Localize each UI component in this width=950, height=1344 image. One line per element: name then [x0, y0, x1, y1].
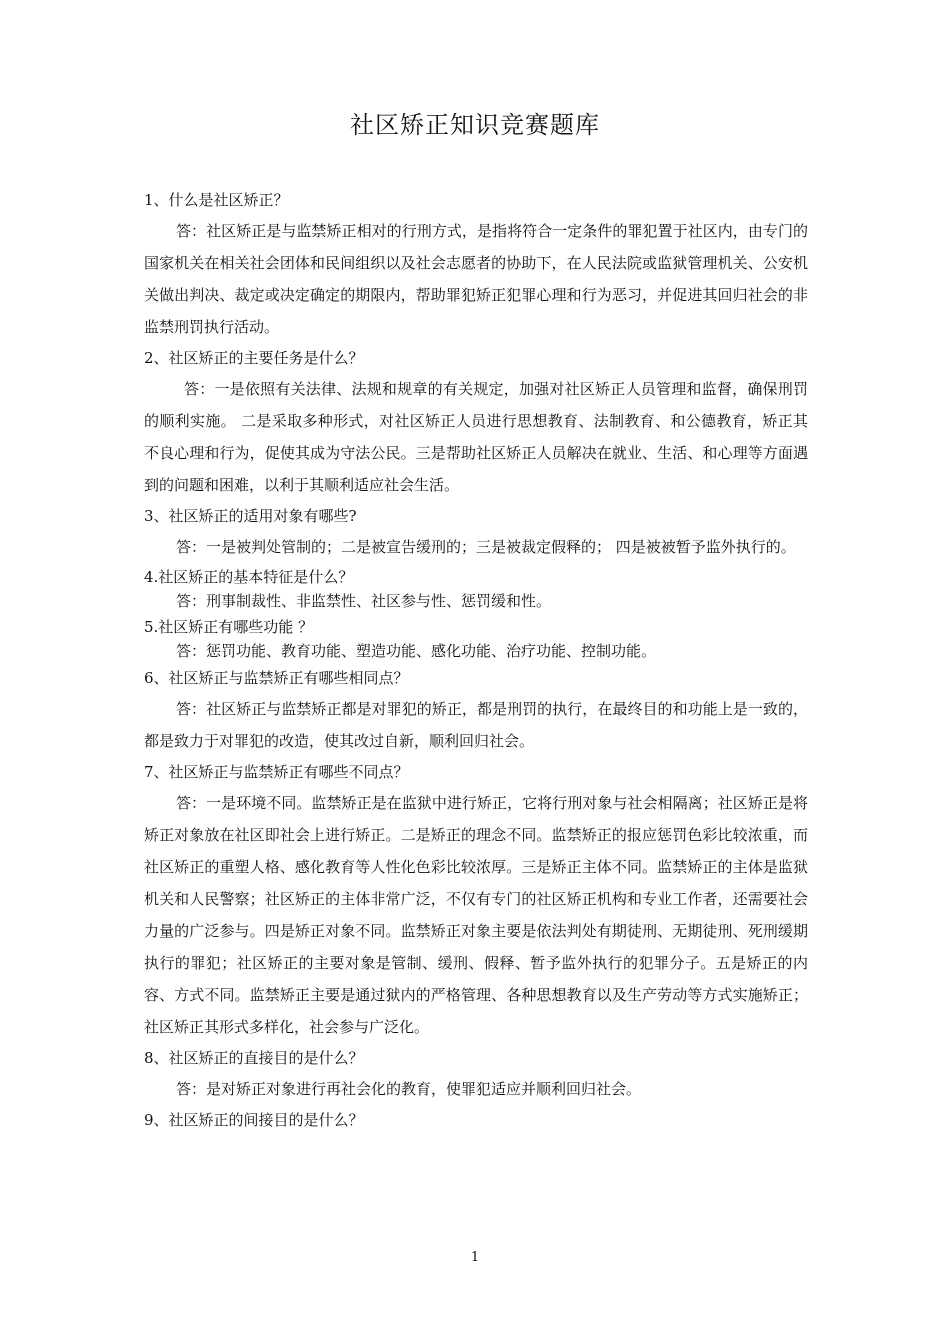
question-6: 6、社区矫正与监禁矫正有哪些相同点？ — [144, 669, 409, 687]
answer-6: 答：社区矫正与监禁矫正都是对罪犯的矫正，都是刑罚的执行，在最终目的和功能上是一致的，都是致力于对罪犯的改造，使其改过自新，顺利回归社会。 — [144, 700, 808, 750]
answer-4: 答：刑事制裁性、非监禁性、社区参与性、惩罚缓和性。 — [176, 592, 552, 610]
answer-3: 答：一是被判处管制的；二是被宣告缓刑的；三是被裁定假释的； 四是被被暂予监外执行的。 — [176, 538, 796, 556]
answer-8: 答：是对矫正对象进行再社会化的教育，使罪犯适应并顺利回归社会。 — [176, 1080, 642, 1098]
answer-1: 答：社区矫正是与监禁矫正相对的行刑方式，是指将符合一定条件的罪犯置于社区内，由专门的国家机关在相关社会团体和民间组织以及社会志愿者的协助下，在人民法院或监狱管理机关、公安机关做出判决、裁定或决定确定的期限内，帮助罪犯矫正犯罪心理和行为恶习，并促进其回归社会的非监禁刑罚执行活动。 — [144, 222, 808, 336]
question-7: 7、社区矫正与监禁矫正有哪些不同点？ — [144, 763, 409, 781]
answer-5: 答：惩罚功能、教育功能、塑造功能、感化功能、治疗功能、控制功能。 — [176, 642, 657, 660]
answer-7: 答：一是环境不同。监禁矫正是在监狱中进行矫正，它将行刑对象与社会相隔离；社区矫正是将矫正对象放在社区即社会上进行矫正。二是矫正的理念不同。监禁矫正的报应惩罚色彩比较浓重，而社区矫正的重塑人格、感化教育等人性化色彩比较浓厚。三是矫正主体不同。监禁矫正的主体是监狱机关和人民警察；社区矫正的主体非常广泛，不仅有专门的社区矫正机构和专业工作者，还需要社会力量的广泛参与。四是矫正对象不同。监禁矫正对象主要是依法判处有期徒刑、无期徒刑、死刑缓期执行的罪犯；社区矫正的主要对象是管制、缓刑、假释、暂予监外执行的犯罪分子。五是矫正的内容、方式不同。监禁矫正主要是通过狱内的严格管理、各种思想教育以及生产劳动等方式实施矫正；社区矫正其形式多样化，社会参与广泛化。 — [144, 794, 808, 1036]
question-2: 2、社区矫正的主要任务是什么？ — [144, 349, 364, 367]
question-9: 9、社区矫正的间接目的是什么？ — [144, 1111, 364, 1129]
document-body — [144, 185, 808, 1135]
question-1: 1、什么是社区矫正？ — [144, 191, 289, 209]
page-number: 1 — [470, 1250, 480, 1265]
question-3: 3、社区矫正的适用对象有哪些? — [144, 507, 357, 525]
question-4: 4.社区矫正的基本特征是什么？ — [144, 568, 354, 586]
question-5: 5.社区矫正有哪些功能 ？ — [144, 618, 314, 636]
answer-2: 答：一是依照有关法律、法规和规章的有关规定，加强对社区矫正人员管理和监督，确保刑罚的顺利实施。 二是采取多种形式，对社区矫正人员进行思想教育、法制教育、和公德教育，矫正其不良心理和行为，促使其成为守法公民。三是帮助社区矫正人员解决在就业、生活、和心理等方面遇到的问题和困难，以利于其顺利适应社会生活。 — [144, 380, 808, 494]
question-8: 8、社区矫正的直接目的是什么？ — [144, 1049, 364, 1067]
document-title: 社区矫正知识竞赛题库 — [350, 111, 600, 139]
